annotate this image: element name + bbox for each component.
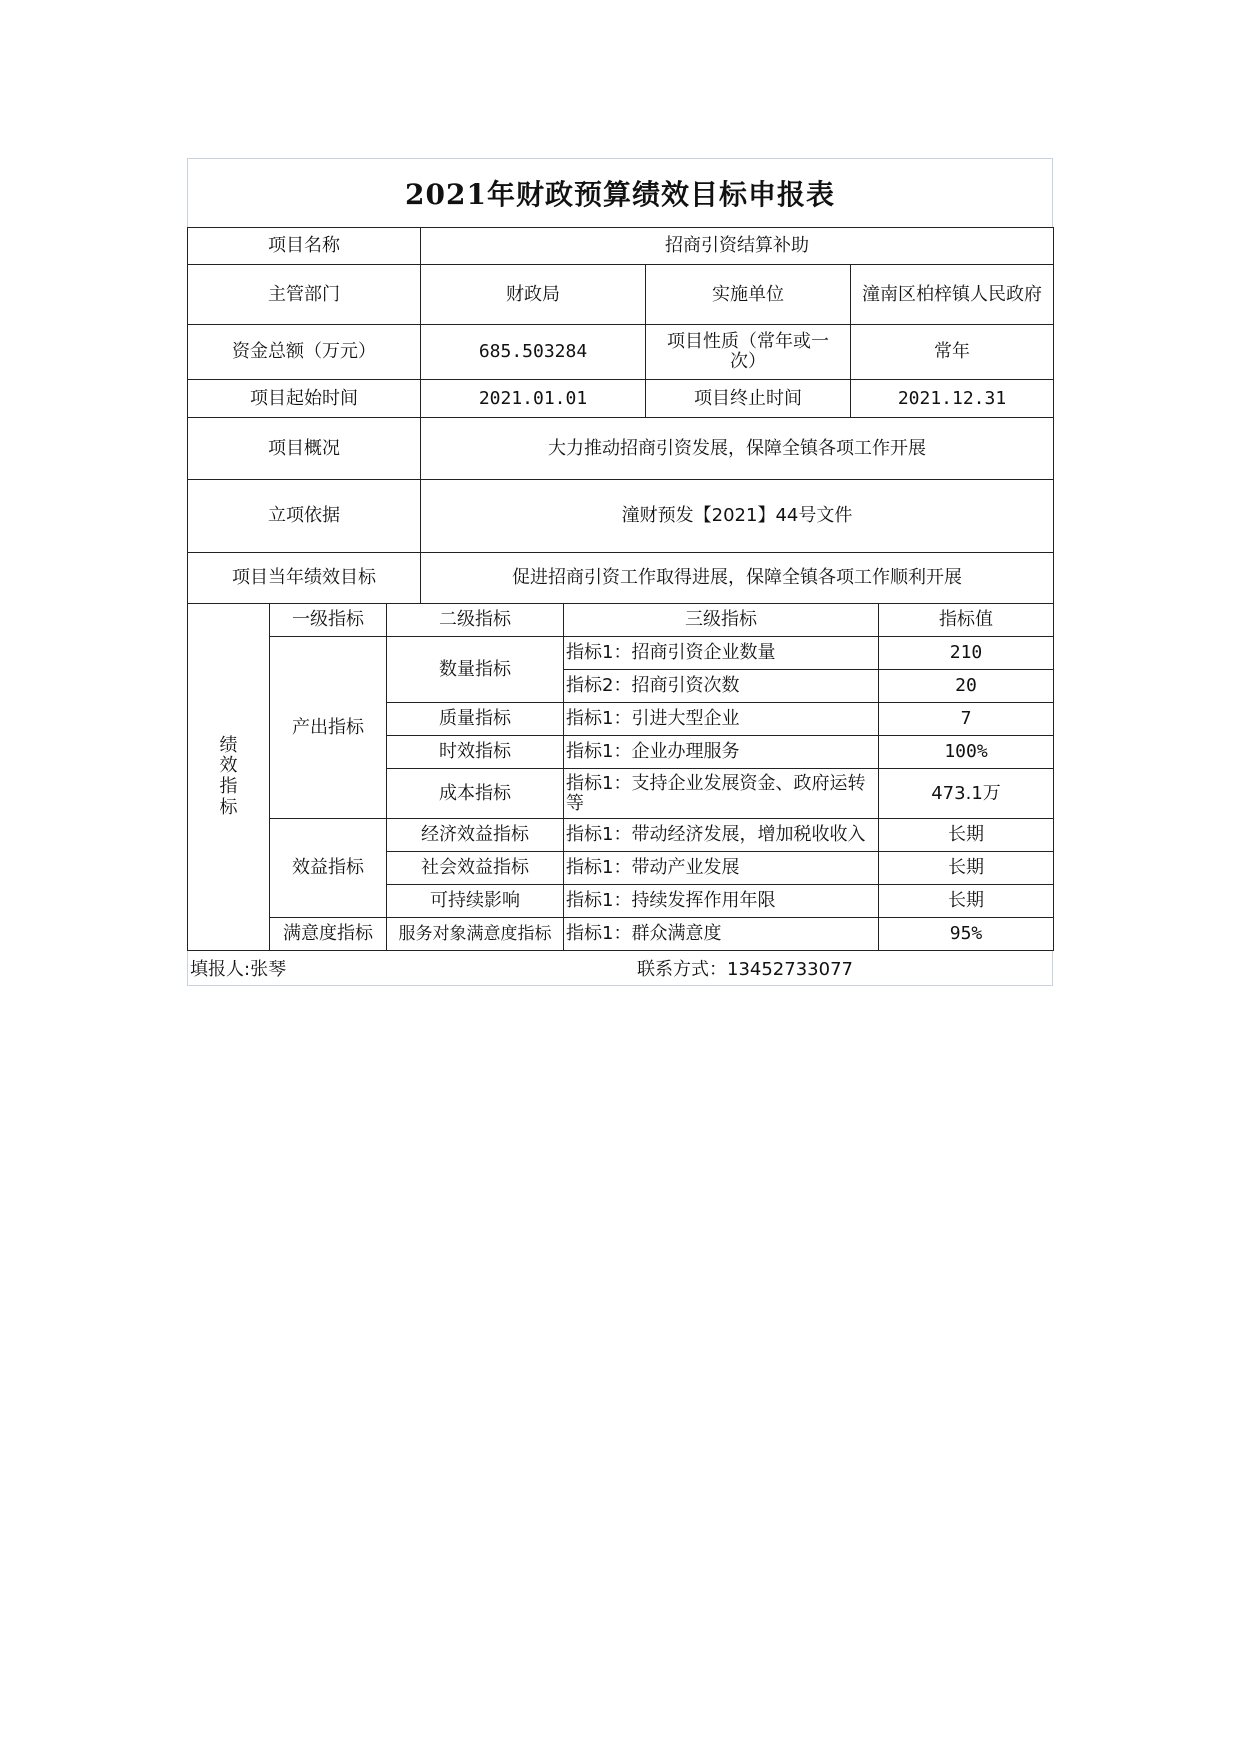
info-table: [187, 227, 1054, 604]
level3-value: 20: [879, 670, 1054, 703]
start-label: 项目起始时间: [188, 380, 421, 418]
level3-value: 长期: [879, 885, 1054, 918]
title-box: [187, 158, 1053, 227]
level3-value: 长期: [879, 852, 1054, 885]
level2-quantity: 数量指标: [387, 637, 564, 703]
impl-value: 潼南区柏梓镇人民政府: [851, 265, 1054, 325]
level3-value: 100%: [879, 736, 1054, 769]
overview-value: 大力推动招商引资发展，保障全镇各项工作开展: [421, 418, 1054, 480]
level3-value: 210: [879, 637, 1054, 670]
page-title: 2021年财政预算绩效目标申报表: [405, 178, 835, 211]
level1-benefit: 效益指标: [270, 819, 387, 918]
level2-timeliness: 时效指标: [387, 736, 564, 769]
table-row: [188, 637, 1054, 670]
level3-name: 指标2：招商引资次数: [564, 670, 879, 703]
level3-value: 473.1万: [879, 769, 1054, 819]
basis-label: 立项依据: [188, 480, 421, 553]
basis-value: 潼财预发【2021】44号文件: [421, 480, 1054, 553]
level2-sustainable: 可持续影响: [387, 885, 564, 918]
filler-text: 填报人:张琴: [190, 959, 287, 980]
level3-value: 长期: [879, 819, 1054, 852]
level3-name: 指标1：企业办理服务: [564, 736, 879, 769]
indicator-group-label: 绩效指标: [188, 604, 270, 951]
dept-label: 主管部门: [188, 265, 421, 325]
end-value: 2021.12.31: [851, 380, 1054, 418]
overview-label: 项目概况: [188, 418, 421, 480]
header-level3: 三级指标: [564, 604, 879, 637]
nature-value: 常年: [851, 325, 1054, 380]
level2-cost: 成本指标: [387, 769, 564, 819]
dept-value: 财政局: [421, 265, 646, 325]
report-sheet: [187, 158, 1053, 986]
end-label: 项目终止时间: [646, 380, 851, 418]
row-dept: [188, 265, 1054, 325]
footer: [187, 951, 1053, 986]
goal-label: 项目当年绩效目标: [188, 553, 421, 604]
level3-name: 指标1：带动经济发展，增加税收收入: [564, 819, 879, 852]
row-goal: [188, 553, 1054, 604]
level3-name: 指标1：群众满意度: [564, 918, 879, 951]
level2-service-satisfaction: 服务对象满意度指标: [387, 918, 564, 951]
level2-quality: 质量指标: [387, 703, 564, 736]
row-dates: [188, 380, 1054, 418]
project-name-value: 招商引资结算补助: [421, 228, 1054, 265]
level3-value: 95%: [879, 918, 1054, 951]
start-value: 2021.01.01: [421, 380, 646, 418]
row-overview: [188, 418, 1054, 480]
header-level2: 二级指标: [387, 604, 564, 637]
level3-name: 指标1：带动产业发展: [564, 852, 879, 885]
level1-satisfaction: 满意度指标: [270, 918, 387, 951]
level3-value: 7: [879, 703, 1054, 736]
header-value: 指标值: [879, 604, 1054, 637]
project-name-label: 项目名称: [188, 228, 421, 265]
indicator-table: [187, 603, 1054, 951]
indicator-header-row: [188, 604, 1054, 637]
funds-label: 资金总额（万元）: [188, 325, 421, 380]
table-row: [188, 918, 1054, 951]
level2-economic: 经济效益指标: [387, 819, 564, 852]
level3-name: 指标1：支持企业发展资金、政府运转等: [564, 769, 879, 819]
level3-name: 指标1：持续发挥作用年限: [564, 885, 879, 918]
contact-text: 联系方式：13452733077: [637, 959, 853, 980]
row-funds: [188, 325, 1054, 380]
row-basis: [188, 480, 1054, 553]
table-row: [188, 819, 1054, 852]
header-level1: 一级指标: [270, 604, 387, 637]
goal-value: 促进招商引资工作取得进展，保障全镇各项工作顺利开展: [421, 553, 1054, 604]
row-project-name: [188, 228, 1054, 265]
level3-name: 指标1：招商引资企业数量: [564, 637, 879, 670]
level2-social: 社会效益指标: [387, 852, 564, 885]
level1-output: 产出指标: [270, 637, 387, 819]
level3-name: 指标1：引进大型企业: [564, 703, 879, 736]
nature-label: 项目性质（常年或一次）: [646, 325, 851, 380]
impl-label: 实施单位: [646, 265, 851, 325]
funds-value: 685.503284: [421, 325, 646, 380]
